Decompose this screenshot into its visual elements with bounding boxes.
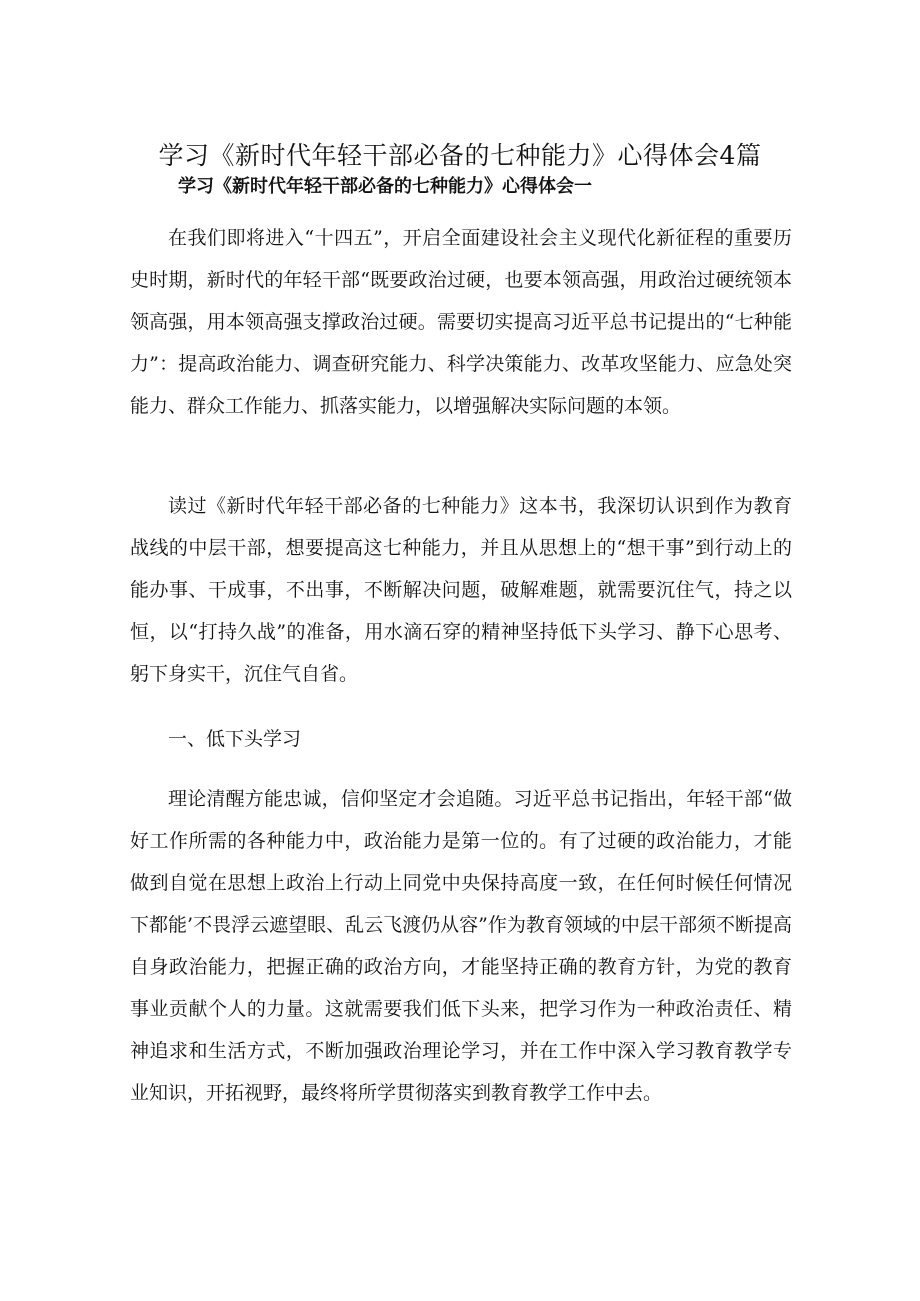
section-heading: 一、低下头学习 <box>168 728 302 750</box>
paragraph-2: 读过《新时代年轻干部必备的七种能力》这本书，我深切认识到作为教育战线的中层干部，想要提高这七种能力，并且从思想上的“想干事”到行动上的能办事、干成事，不出事，不断解决问题，破解难题，就需要沉住气，持之以恒，以“打持久战”的准备，用水滴石穿的精神坚持低下头学习、静下心思考、躬下身实干，沉住气自省。 <box>130 495 792 685</box>
section-paragraph-1: 理论清醒方能忠诚，信仰坚定才会追随。习近平总书记指出，年轻干部“做好工作所需的各种能力中，政治能力是第一位的。有了过硬的政治能力，才能做到自觉在思想上政治上行动上同党中央保持高度一致，在任何时候任何情况下都能’不畏浮云遮望眼、乱云飞渡仍从容”作为教育领域的中层干部须不断提高自身政治能力，把握正确的政治方向，才能坚持正确的教育方针，为党的教育事业贡献个人的力量。这就需要我们低下头来，把学习作为一种政治责任、精神追求和生活方式，不断加强政治理论学习，并在工作中深入学习教育教学专业知识，开拓视野，最终将所学贯彻落实到教育教学工作中去。 <box>130 788 792 1104</box>
paragraph-1: 在我们即将进入“十四五”，开启全面建设社会主义现代化新征程的重要历史时期，新时代的年轻干部“既要政治过硬，也要本领高强，用政治过硬统领本领高强，用本领高强支撑政治过硬。需要切实提高习近平总书记提出的“七种能力”：提高政治能力、调查研究能力、科学决策能力、改革攻坚能力、应急处突能力、群众工作能力、抓落实能力，以增强解决实际问题的本领。 <box>130 227 792 417</box>
document-subtitle: 学习《新时代年轻干部必备的七种能力》心得体会一 <box>178 176 592 197</box>
document-title: 学习《新时代年轻干部必备的七种能力》心得体会4篇 <box>158 140 762 170</box>
